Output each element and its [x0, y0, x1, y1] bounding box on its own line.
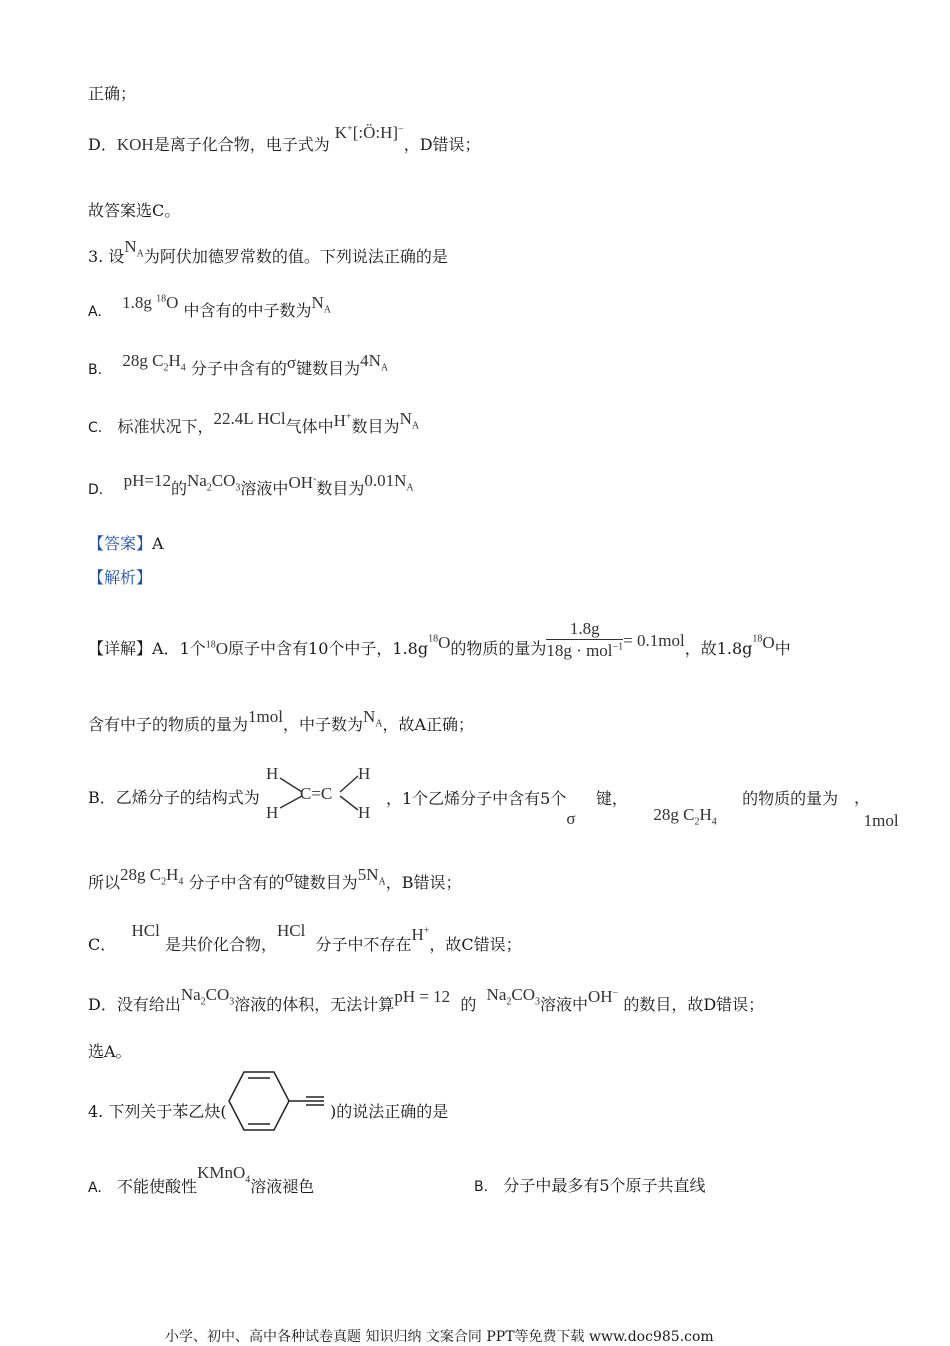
fraction: $\frac{1.8g}{18g \cdot mol^{-1}}$	[546, 619, 624, 660]
question-4-stem-rest: )的说法正确的是	[330, 1102, 449, 1121]
detail-a-line2: 含有中子的物质的量为1mol，中子数为$N_A$，故A正确；	[88, 707, 475, 734]
q4-option-a: A. 不能使酸性KMnO$_4$溶液褪色	[88, 1163, 315, 1196]
question-3-stem: 3. 设$N_A$为阿伏加德罗常数的值。下列说法正确的是	[88, 237, 448, 266]
analysis-tag: 【解析】	[88, 568, 153, 587]
detail-b-line: B．乙烯分子的结构式为	[88, 788, 260, 807]
svg-text:H: H	[266, 803, 279, 822]
footer-ad: 小学、初中、高中各种试卷真题 知识归纳 文案合同 PPT等免费下载 www.doc985.com	[165, 1329, 714, 1345]
option-d-line: D．KOH是离子化合物，电子式为 K+[:Ö:H]−，D错误；	[88, 123, 481, 154]
svg-text:H: H	[358, 764, 371, 783]
phenylacetylene-structure	[222, 1068, 332, 1134]
text-line: 正确；	[88, 84, 137, 103]
svg-text:H: H	[266, 764, 279, 783]
answer-line: 故答案选C。	[88, 201, 181, 220]
q4-option-b: B. 分子中最多有5个原子共直线	[474, 1176, 706, 1195]
detail-c-line: C． HCl 是共价化合物，HCl 分子中不存在H+，故C错误；	[88, 921, 522, 954]
detail-end: 选A。	[88, 1042, 132, 1061]
q3-option-a: A. 1.8g $^{18}$O 中含有的中子数为$N_A$	[88, 293, 332, 320]
q3-option-d: D. pH=12的$Na_2CO_3$溶液中OH-数目为$0.01N_A$	[88, 471, 414, 498]
q3-option-c: C. 标准状况下，22.4L HCl气体中H+数目为$N_A$	[88, 409, 420, 436]
answer-tag-line: 【答案】A	[88, 534, 164, 553]
detail-d-line: D．没有给出$Na_2CO_3$溶液的体积，无法计算pH = 12 的 $Na_2CO_3$溶液中OH− 的数目，故D错误；	[88, 985, 765, 1014]
question-4-stem: 4. 下列关于苯乙炔(	[88, 1102, 227, 1121]
svg-text:C=C: C=C	[300, 784, 333, 803]
ethylene-structure	[262, 762, 386, 824]
detail-b-line-rest: ，1个乙烯分子中含有5个σ 键， 28g $C_2H_4$ 的物质的量为 1mol ，	[386, 788, 899, 830]
svg-text:H: H	[358, 803, 371, 822]
q3-option-b: B. 28g $C_2H_4$ 分子中含有的σ键数目为$4N_A$	[88, 351, 389, 378]
detail-b-conclusion: 所以28g $C_2H_4$ 分子中含有的σ键数目为$5N_A$，B错误；	[88, 865, 462, 892]
detail-a-line1: 【详解】A．1个$^{18}$O原子中含有10个中子，$1.8g^{18}O$的物质的量为 $\frac{1.8g}{18g \cdot mol^{-1}}$ = 0.1mol，故$1.8g^{18}O$中	[88, 619, 791, 660]
